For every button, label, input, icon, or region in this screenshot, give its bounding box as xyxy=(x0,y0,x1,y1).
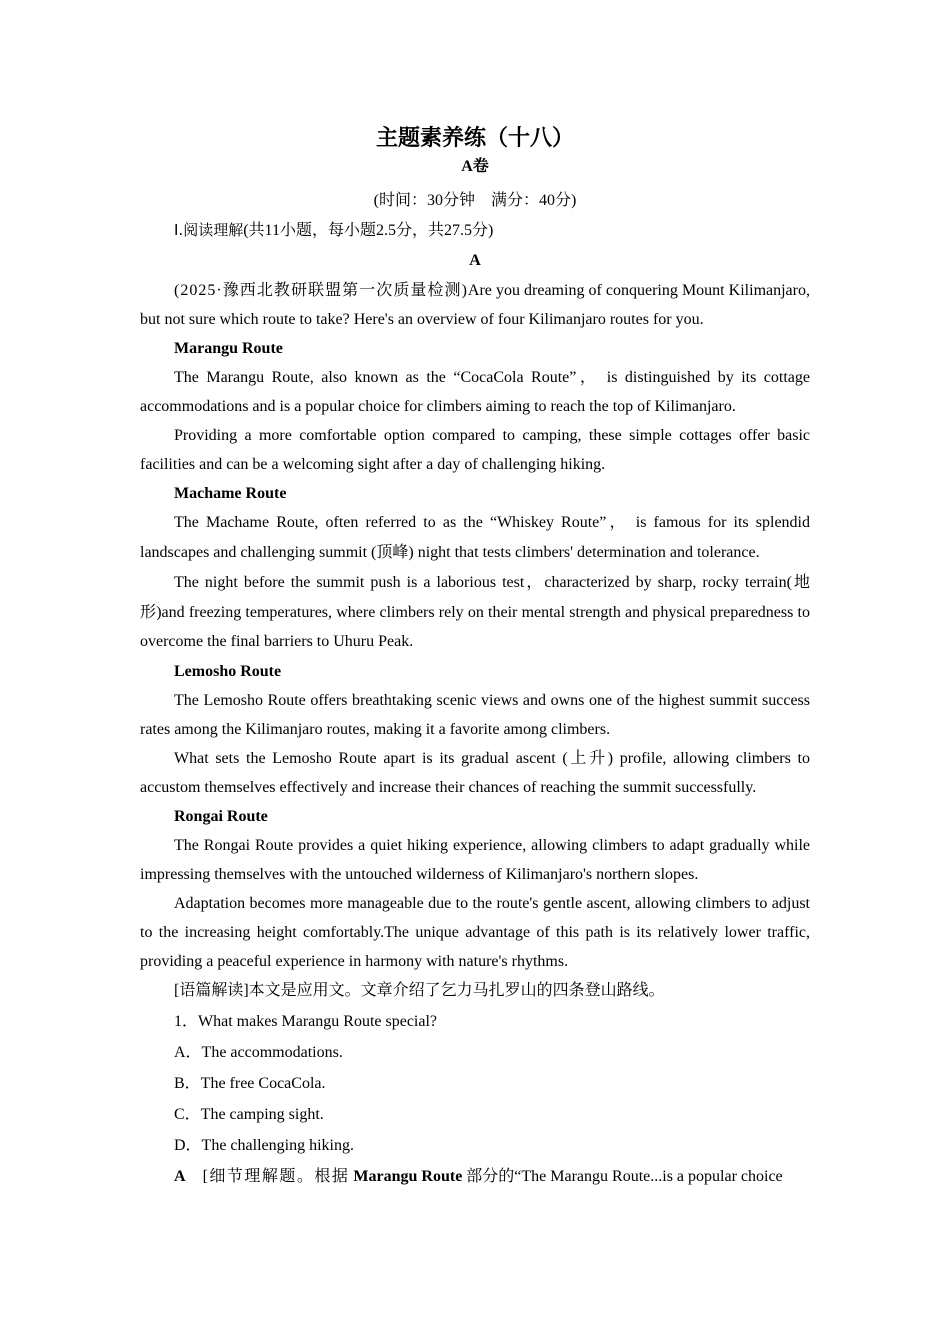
route-paragraph: The Machame Route, often referred to as the “Whiskey Route”， is famous for its splendid landscapes and challenging summit (顶峰) night that tests climbers' determination and tolerance. xyxy=(140,514,810,561)
section-label: Ⅰ.阅读理解 xyxy=(174,221,244,239)
route-paragraph: The Rongai Route provides a quiet hiking experience, allowing climbers to adapt gradually while impressing themselves with the untouched wilderness of Kilimanjaro's northern slopes. xyxy=(140,836,810,883)
analysis-text: 本文是应用文。文章介绍了乞力马扎罗山的四条登山路线。 xyxy=(248,981,665,999)
section-note: (共11小题，每小题2.5分，共27.5分) xyxy=(243,222,494,239)
route-heading-marangu: Marangu Route xyxy=(174,340,283,357)
route-paragraph: Adaptation becomes more manageable due to the route's gentle ascent, allowing climbers to adjust to the increasing height comfortably.The unique advantage of this path is its relatively lower traffic, providing a peaceful experience in harmony with nature's rhythms. xyxy=(140,894,810,970)
route-heading-rongai: Rongai Route xyxy=(174,807,268,825)
volume-label: A卷 xyxy=(461,158,489,175)
document-page xyxy=(140,122,810,1192)
option-a: A．The accommodations. xyxy=(174,1043,343,1061)
answer-bold: Marangu Route xyxy=(353,1167,463,1185)
question-stem: 1．What makes Marangu Route special? xyxy=(174,1012,438,1030)
route-paragraph: The Marangu Route, also known as the “CocaCola Route”， is distinguished by its cottage accommodations and is a popular choice for climbers aiming to reach the top of Kilimanjaro. xyxy=(140,369,810,415)
page-title: 主题素养练（十八） xyxy=(375,126,574,151)
option-d: D．The challenging hiking. xyxy=(174,1136,354,1154)
route-heading-machame: Machame Route xyxy=(174,485,287,502)
answer-suffix: 部分的“The Marangu Route...is a popular choice xyxy=(466,1167,783,1185)
route-paragraph: The night before the summit push is a laborious test，characterized by sharp, rocky terrain(地形)and freezing temperatures, where climbers rely on their mental strength and physical preparedness to overcome the final barriers to Uhuru Peak. xyxy=(140,574,810,650)
option-b: B．The free CocaCola. xyxy=(174,1074,326,1092)
option-c: C．The camping sight. xyxy=(174,1105,324,1123)
time-info: (时间：30分钟 满分：40分) xyxy=(373,192,577,209)
route-paragraph: Providing a more comfortable option compared to camping, these simple cottages offer basic facilities and can be a welcoming sight after a day of challenging hiking. xyxy=(140,427,810,473)
passage-analysis xyxy=(140,976,810,1006)
route-heading-lemosho: Lemosho Route xyxy=(174,662,282,680)
analysis-label: [语篇解读] xyxy=(174,981,249,999)
answer-explanation xyxy=(140,1161,810,1192)
intro-source: (2025·豫西北教研联盟第一次质量检测) xyxy=(174,282,468,299)
route-paragraph: The Lemosho Route offers breathtaking scenic views and owns one of the highest summit success rates among the Kilimanjaro routes, making it a favorite among climbers. xyxy=(140,691,810,738)
answer-prefix: [细节理解题。根据 xyxy=(202,1167,350,1185)
passage-letter: A xyxy=(469,252,481,269)
answer-letter: A xyxy=(174,1167,186,1185)
section-heading xyxy=(140,215,810,246)
intro-paragraph xyxy=(140,276,810,334)
intro-text: Are you dreaming of conquering Mount Kilimanjaro, but not sure which route to take? Here's an overview of four Kilimanjaro routes for you. xyxy=(140,282,810,328)
route-paragraph: What sets the Lemosho Route apart is its gradual ascent (上升) profile, allowing climbers to accustom themselves effectively and increase their chances of reaching the summit successfully. xyxy=(140,749,810,796)
